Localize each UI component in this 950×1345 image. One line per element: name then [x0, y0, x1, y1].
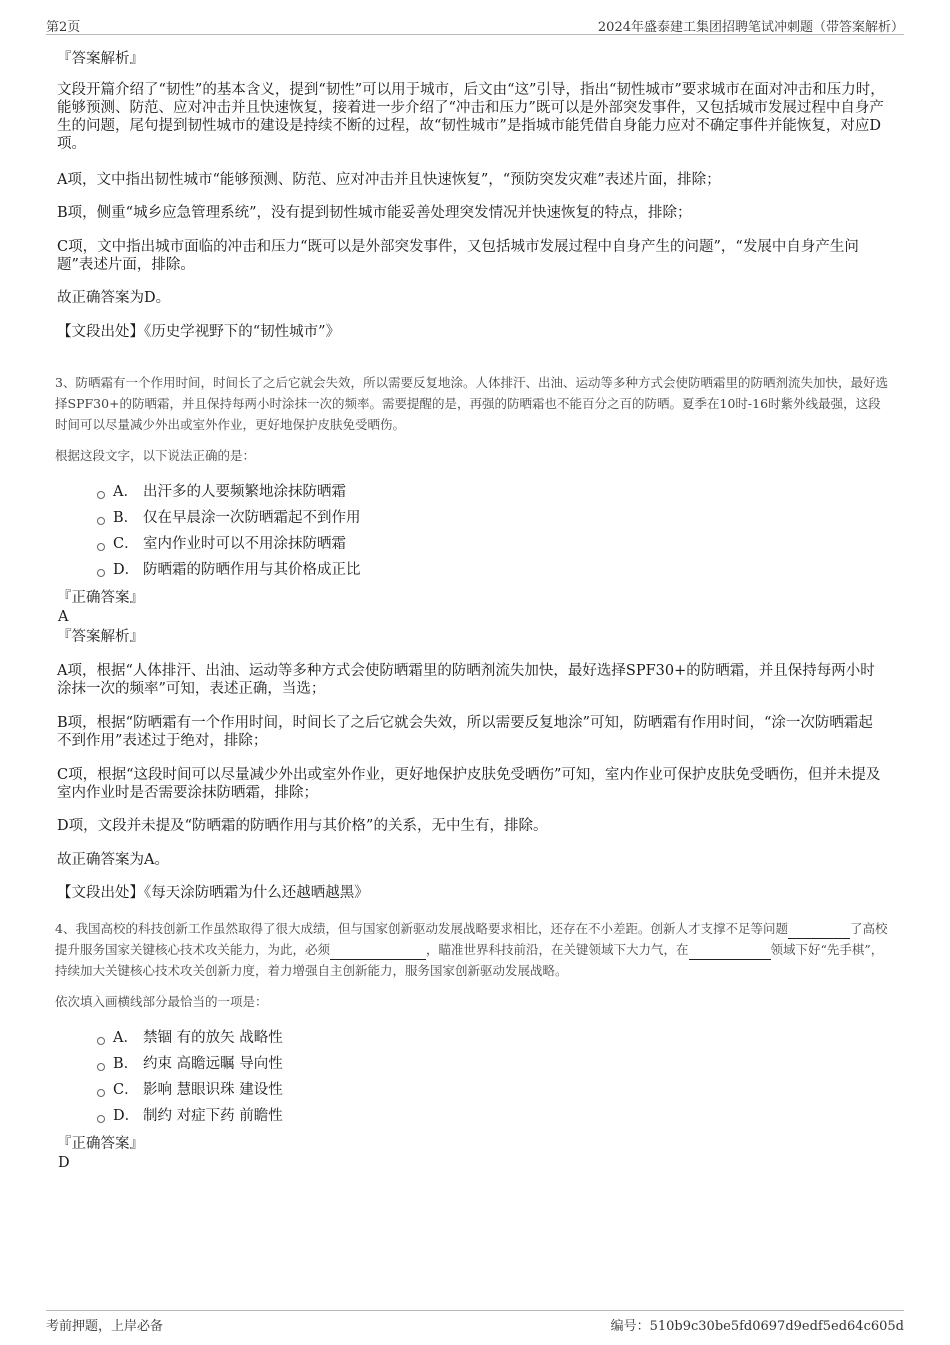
option-text: 仅在早晨涂一次防晒霜起不到作用	[143, 510, 361, 526]
radio-icon[interactable]	[97, 569, 105, 577]
q4-stem-part-1: 4、我国高校的科技创新工作虽然取得了很大成绩，但与国家创新驱动发展战略要求相比，还存在不小差距。创新人才支撑不足等问题	[55, 921, 788, 936]
footer-slogan: 考前押题，上岸必备	[46, 1319, 164, 1334]
option-letter: D．	[113, 1108, 140, 1124]
q3-analysis-d: D项，文段并未提及“防晒霜的防晒作用与其价格”的关系，无中生有，排除。	[57, 818, 548, 834]
page-header	[46, 14, 904, 35]
q4-stem-part-3: ，瞄准世界科技前沿，在关键领域下大力气，在	[426, 942, 689, 957]
option-letter: A．	[113, 484, 138, 500]
option-text: 制约 对症下药 前瞻性	[143, 1108, 283, 1124]
radio-icon[interactable]	[97, 517, 105, 525]
q4-stem-part-4: 领域下好“先手棋”，持续加大关键核心技术攻关创新力度，着力增强自主创新能力，服务国家创新驱动发展战略。	[55, 942, 884, 978]
q4-stem-part-2: 了高校提升服务国家关键核心技术攻关能力，为此，必须	[55, 921, 888, 957]
q4-option-c[interactable]	[97, 1080, 283, 1100]
q3-answer-value: A	[58, 609, 69, 625]
q4-stem	[55, 918, 890, 981]
q2-analysis-a: A项，文中指出韧性城市“能够预测、防范、应对冲击并且快速恢复”，“预防突发灾难”表述片面，排除；	[57, 172, 721, 188]
page-footer	[46, 1310, 904, 1335]
radio-icon[interactable]	[97, 1037, 105, 1045]
blank-1	[788, 925, 850, 939]
radio-icon[interactable]	[97, 1115, 105, 1123]
q4-option-d[interactable]	[97, 1106, 283, 1126]
q3-option-c[interactable]	[97, 534, 346, 554]
q3-analysis-label: 『答案解析』	[57, 629, 144, 645]
option-text: 防晒霜的防晒作用与其价格成正比	[143, 562, 361, 578]
q3-stem: 3、防晒霜有一个作用时间，时间长了之后它就会失效，所以需要反复地涂。人体排汗、出油、运动等多种方式会使防晒霜里的防晒剂流失加快，最好选择SPF30+的防晒霜，并且保持每两小时涂抹一次的频率。需要提醒的是，再强的防晒霜也不能百分之百的防晒。夏季在10时-16时紫外线最强，这段时间可以尽量减少外出或室外作业，更好地保护皮肤免受晒伤。	[55, 375, 888, 432]
radio-icon[interactable]	[97, 1063, 105, 1071]
option-letter: B．	[113, 510, 139, 526]
q3-conclusion: 故正确答案为A。	[57, 852, 169, 868]
q3-source: 【文段出处】《每天涂防晒霜为什么还越晒越黑》	[57, 885, 369, 901]
q4-option-a[interactable]	[97, 1028, 283, 1048]
q2-analysis-c: C项，文中指出城市面临的冲击和压力“既可以是外部突发事件，又包括城市发展过程中自身产生的问题”，“发展中自身产生问题”表述片面，排除。	[57, 239, 859, 273]
radio-icon[interactable]	[97, 1089, 105, 1097]
blank-2	[330, 946, 426, 960]
q4-prompt: 依次填入画横线部分最恰当的一项是：	[55, 994, 268, 1009]
q4-answer-label: 『正确答案』	[57, 1136, 144, 1152]
radio-icon[interactable]	[97, 543, 105, 551]
q4-answer-value: D	[58, 1155, 70, 1171]
q3-option-b[interactable]	[97, 508, 361, 528]
blank-3	[689, 946, 771, 960]
document-id: 编号：510b9c30be5fd0697d9edf5ed64c605d	[610, 1319, 904, 1334]
q4-option-b[interactable]	[97, 1054, 283, 1074]
q2-analysis-paragraph: 文段开篇介绍了“韧性”的基本含义，提到“韧性”可以用于城市，后文由“这”引导，指出“韧性城市”要求城市在面对冲击和压力时，能够预测、防范、应对冲击并且快速恢复，接着进一步介绍了“冲击和压力”既可以是外部突发事件，又包括城市发展过程中自身产生的问题，尾句提到韧性城市的建设是持续不断的过程，故“韧性城市”是指城市能凭借自身能力应对不确定事件并能恢复，对应D项。	[57, 82, 885, 152]
option-text: 出汗多的人要频繁地涂抹防晒霜	[143, 484, 346, 500]
radio-icon[interactable]	[97, 491, 105, 499]
option-letter: C．	[113, 1082, 139, 1098]
option-text: 约束 高瞻远瞩 导向性	[143, 1056, 283, 1072]
q2-analysis-b: B项，侧重“城乡应急管理系统”，没有提到韧性城市能妥善处理突发情况并快速恢复的特点，排除；	[57, 205, 692, 221]
q2-analysis-label: 『答案解析』	[57, 51, 144, 67]
q3-analysis-c: C项，根据“这段时间可以尽量减少外出或室外作业，更好地保护皮肤免受晒伤”可知，室内作业可保护皮肤免受晒伤，但并未提及室内作业时是否需要涂抹防晒霜，排除；	[57, 767, 881, 801]
q3-prompt: 根据这段文字，以下说法正确的是：	[55, 448, 256, 463]
q3-option-a[interactable]	[97, 482, 346, 502]
option-letter: B．	[113, 1056, 139, 1072]
option-letter: C．	[113, 536, 139, 552]
option-letter: D．	[113, 562, 140, 578]
q2-conclusion: 故正确答案为D。	[57, 290, 171, 306]
q3-answer-label: 『正确答案』	[57, 590, 144, 606]
option-text: 禁锢 有的放矢 战略性	[143, 1030, 283, 1046]
document-title: 2024年盛泰建工集团招聘笔试冲刺题（带答案解析）	[597, 20, 904, 35]
option-letter: A．	[113, 1030, 138, 1046]
q3-analysis-a: A项，根据“人体排汗、出油、运动等多种方式会使防晒霜里的防晒剂流失加快，最好选择SPF30+的防晒霜，并且保持每两小时涂抹一次的频率”可知，表述正确，当选；	[57, 663, 875, 697]
q3-option-d[interactable]	[97, 560, 361, 580]
q3-analysis-b: B项，根据“防晒霜有一个作用时间，时间长了之后它就会失效，所以需要反复地涂”可知，防晒霜有作用时间，“涂一次防晒霜起不到作用”表述过于绝对，排除；	[57, 715, 873, 749]
page-number: 第2页	[46, 20, 81, 35]
option-text: 影响 慧眼识珠 建设性	[143, 1082, 283, 1098]
q2-source: 【文段出处】《历史学视野下的“韧性城市”》	[57, 324, 341, 340]
option-text: 室内作业时可以不用涂抹防晒霜	[143, 536, 346, 552]
